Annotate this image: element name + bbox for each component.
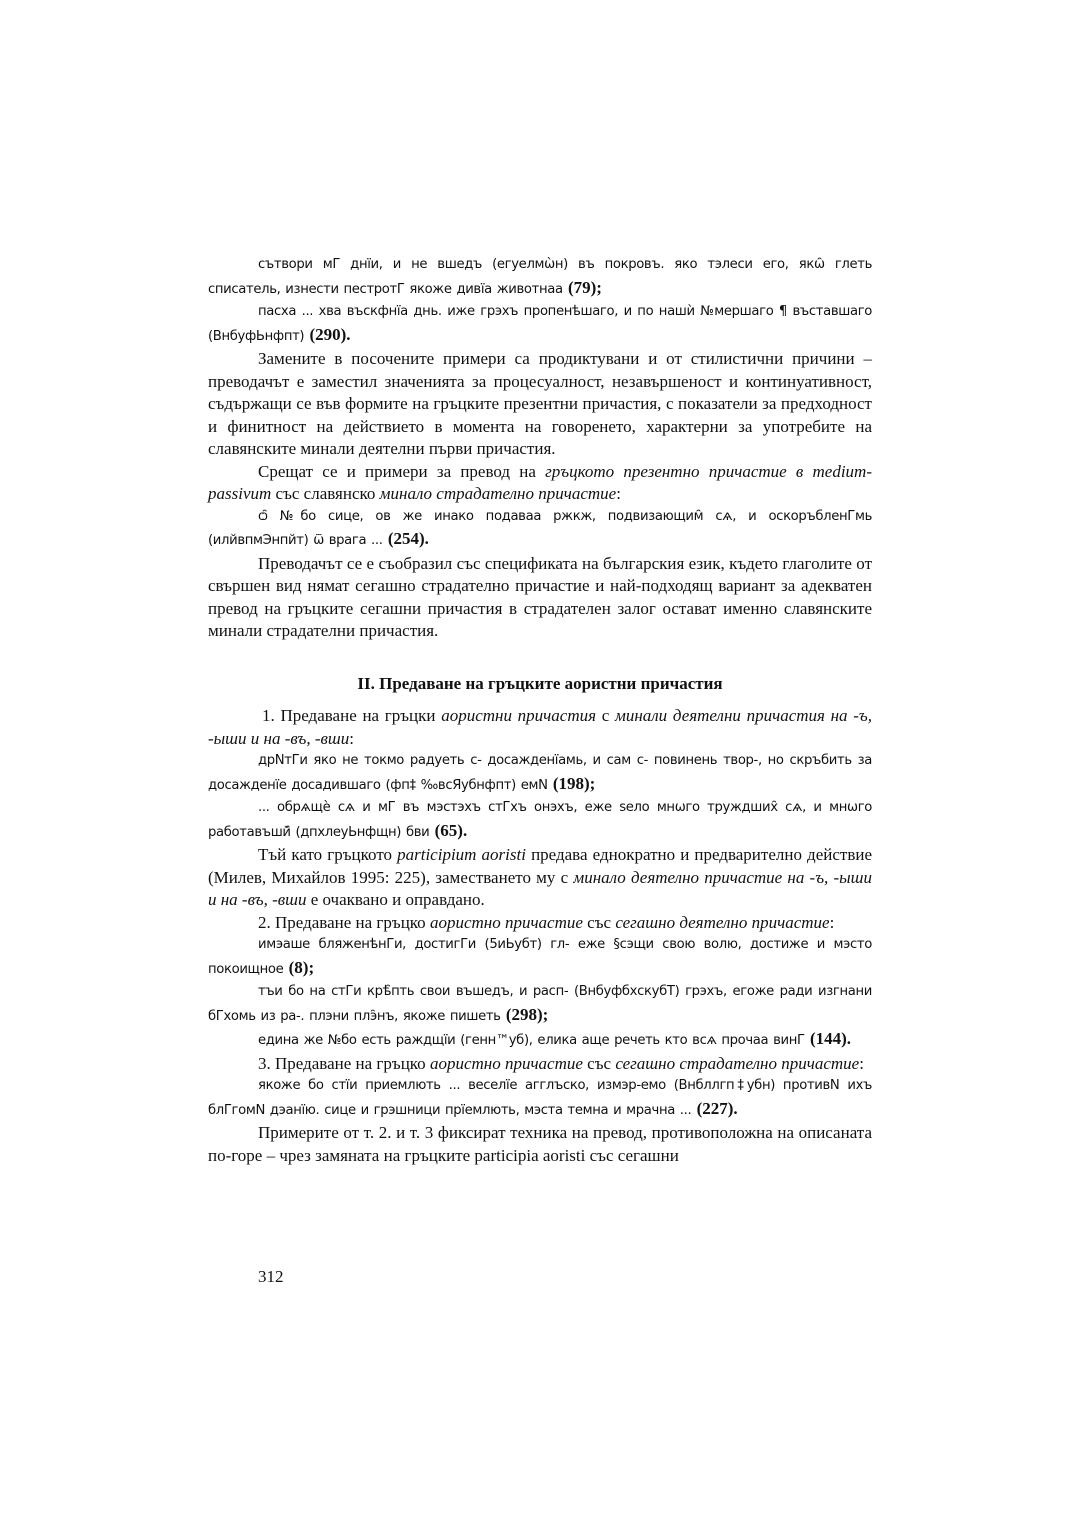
text-run: 1. Предаване на гръцки [262,706,442,725]
paragraph-conclusion: Примерите от т. 2. и т. 3 фиксират техника на превод, противоположна на описаната по-горе – чрез замяната на гръцките participia aoristi със сегашни [208,1123,872,1165]
text-run: със [582,912,616,932]
citation-text: пасха ... хва въскфнїа днь. иже грэхъ пропенѣшаго, и по нашѝ №мершаго ¶ въставшаго (ВнбуфЬнфпт) [208,304,872,344]
text-run: със [582,1053,616,1073]
text-run: : [859,1053,864,1073]
subsection-1 [208,705,872,750]
text-run: е очаквано и оправдано. [306,890,485,909]
citation-text: сътвори мГ днїи, и не вшедъ (eгуелмѡ̀н) въ покровъ. яко тэлеси его, якѡ̑ глеть списатель, изнести пестротГ якоже дивїа животнаа [208,257,872,297]
citation-79 [208,254,872,301]
citation-text: едина же №бо есть раждщїи (генн™уб), елика аще речеть кто всѧ прочаа винГ [258,1033,805,1048]
paragraph-stylistic-reasons: Замените в посочените примери са продиктувани и от стилистични причини – преводачът е заместил значенията за процесуалност, незавършеност и континуативност, съдържащи се във формите на гръцките презентни причастия, с показатели за предходност и финитност на действието в момента на говоренето, характерни за употребите на славянските минали деятелни първи причастия. [208,349,872,458]
italic-run: аористно причастие [429,1053,583,1073]
italic-run: минало деятелно причастие на -ъ, -ыши и на -въ, -вши [208,867,872,909]
citation-144 [208,1028,872,1053]
citation-ref: (227). [691,1098,738,1118]
citation-ref: (79); [562,277,602,297]
text-run: Срещат се и примери за превод на [258,461,546,481]
text-run: със славянско [271,484,380,503]
citation-ref: (8); [283,957,315,977]
citation-text: имэаше бляженѣнГи, достигГи (5иЬубт) гл- еже §сэщи свою волю, достиже и мэсто покоищное [208,937,872,977]
text-run: : [349,728,354,748]
italic-run: сегашно деятелно причастие [615,912,830,932]
citation-ref: (254). [382,529,429,548]
text-run: с [596,706,615,725]
citation-text: ѻ̑ №бо сице, ов же инако подаваа ржкж, подвизающим̑ сѧ, и оскоръбленГмь (илйвпмЭнпйт) ѿ врага ... [208,508,872,548]
citation-ref: (290). [304,324,351,344]
italic-run: гръцкото презентно причастие в medium-passivum [208,461,872,503]
citation-ref: (298); [500,1004,549,1024]
citation-text: ... обрѧщѐ сѧ и мГ въ мэстэхъ стГхъ онэхъ, еже ѕело мнѡго труждших̑ сѧ, и мнѡго работавъшй̑ (дпхлеуЬнфщн) бви [208,800,872,840]
section-heading: II. Предаване на гръцките аористни причастия [357,673,723,693]
page-body [208,254,872,1167]
paragraph-bulgarian-specifics: Преводачът се е съобразил със спецификата на българския език, където глаголите от свършен вид нямат сегашно страдателно причастие и най-подходящ вариант за адекватен превод на гръцките сегашни причастия в страдателен залог остават именно славянските минали страдателни причастия. [208,553,872,640]
citation-290 [208,301,872,348]
italic-run: аористно причастие [429,912,583,932]
citation-ref: (144). [804,1029,852,1048]
citation-ref: (198); [547,773,596,793]
citation-198 [208,750,872,797]
citation-298 [208,981,872,1028]
paragraph-medium-passivum [208,461,872,506]
subsection-3 [208,1053,872,1076]
text-run: предава еднократно и предварително действие (Милев, Михайлов 1995: 225), заместването му с [208,845,872,887]
citation-ref: (65). [429,820,468,840]
italic-run: сегашно страдателно причастие [615,1053,860,1073]
citation-254 [208,506,872,553]
text-run: Тъй като гръцкото [258,845,398,864]
text-run: : [829,912,835,932]
italic-run: минало страдателно причастие [379,484,617,503]
italic-run: participium aoristi [397,845,526,864]
text-run: 3. Предаване на гръцко [258,1053,430,1073]
italic-run: аористни причастия [441,706,597,725]
citation-text: тъи бо на стГи крѣ̑пть свои въшедъ, и расп- (ВнбуфбхскубТ) грэхъ, егоже ради изгнани бГхомь из ра-. плэни плэ̑нъ, якоже пишеть [208,984,872,1024]
italic-run: минали деятелни причастия на -ъ, -ыши и на -въ, -вши [208,706,873,748]
citation-65 [208,797,872,844]
citation-text: якоже бо стїи приемлють ... веселїе агглъско, измэр-емо (Внбллгп‡убн) противN ихъ блГгомN дэанїю. сице и грэшници прїемлють, мэста темна и мрачна ... [208,1078,872,1118]
page-number: 312 [258,1267,284,1286]
citation-227 [208,1075,872,1122]
citation-text: дрNтГи яко не токмо радуеть с- досажденїамь, и сам с- повинень твор-, но скръбить за досажденїе досадившаго (фп‡ ‰всЯубнфпт) емN [208,753,872,793]
citation-8 [208,934,872,981]
text-run: : [616,484,621,503]
subsection-2 [208,912,872,935]
paragraph-participium-aoristi [208,844,872,912]
text-run: 2. Предаване на гръцко [258,912,430,932]
